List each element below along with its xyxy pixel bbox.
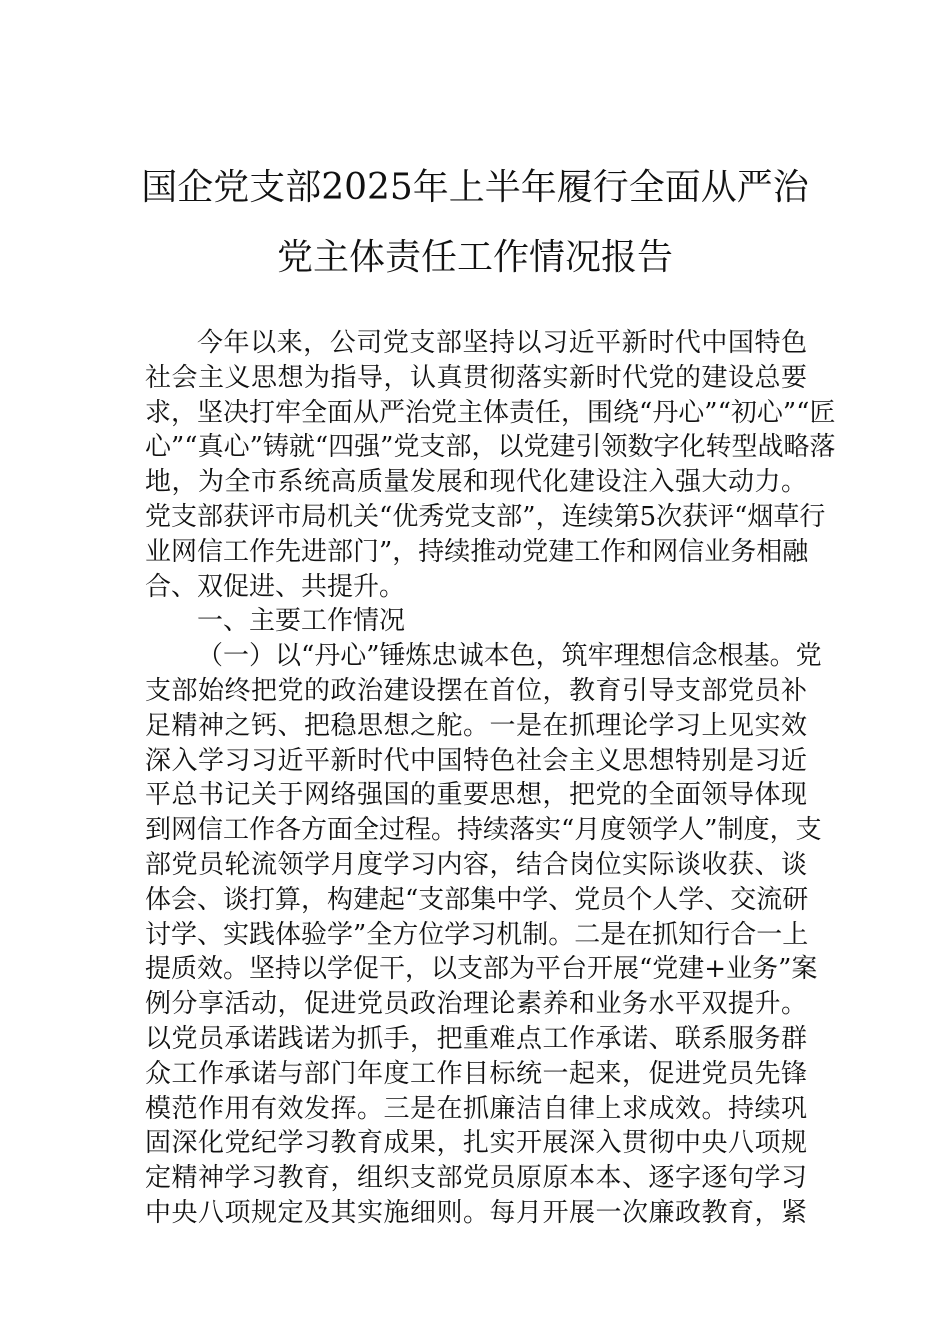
- paragraph-line: 体会、谈打算，构建起“支部集中学、党员个人学、交流研: [145, 884, 809, 915]
- paragraph-line: 平总书记关于网络强国的重要思想，把党的全面领导体现: [145, 780, 807, 811]
- paragraph-line: 支部始终把党的政治建设摆在首位，教育引导支部党员补: [145, 675, 807, 706]
- subsection-heading-line: （一）以“丹心”锤炼忠诚本色，筑牢理想信念根基。党: [197, 641, 822, 672]
- paragraph-line: 社会主义思想为指导，认真贯彻落实新时代党的建设总要: [145, 362, 807, 393]
- paragraph-line: 部党员轮流领学月度学习内容，结合岗位实际谈收获、谈: [145, 849, 807, 880]
- paragraph-line: 地，为全市系统高质量发展和现代化建设注入强大动力。: [145, 467, 807, 498]
- document-title-line-1: 国企党支部2025年上半年履行全面从严治: [141, 167, 809, 208]
- paragraph-line: 到网信工作各方面全过程。持续落实“月度领学人”制度，支: [145, 815, 822, 846]
- paragraph-line: 业网信工作先进部门”，持续推动党建工作和网信业务相融: [145, 536, 809, 567]
- paragraph-line: 求，坚决打牢全面从严治党主体责任，围绕“丹心”“初心”“匠: [145, 397, 836, 428]
- paragraph-line: 例分享活动，促进党员政治理论素养和业务水平双提升。: [145, 989, 807, 1020]
- paragraph-line: 心”“真心”铸就“四强”党支部，以党建引领数字化转型战略落: [145, 432, 836, 463]
- paragraph-line: 以党员承诺践诺为抓手，把重难点工作承诺、联系服务群: [145, 1023, 807, 1054]
- paragraph-line: 足精神之钙、把稳思想之舵。一是在抓理论学习上见实效: [145, 710, 807, 741]
- section-heading: 一、主要工作情况: [197, 606, 406, 637]
- paragraph-line: 提质效。坚持以学促干，以支部为平台开展“党建+业务”案: [145, 954, 818, 985]
- paragraph-line: 党支部获评市局机关“优秀党支部”，连续第5次获评“烟草行: [145, 501, 826, 532]
- paragraph-line: 深入学习习近平新时代中国特色社会主义思想特别是习近: [145, 745, 807, 776]
- paragraph-line: 合、双促进、共提升。: [145, 571, 406, 602]
- document-body: [145, 326, 836, 1231]
- paragraph-line: 固深化党纪学习教育成果，扎实开展深入贯彻中央八项规: [145, 1128, 807, 1159]
- paragraph-line: 中央八项规定及其实施细则。每月开展一次廉政教育，紧: [145, 1197, 807, 1228]
- paragraph-line: 模范作用有效发挥。三是在抓廉洁自律上求成效。持续巩: [145, 1093, 807, 1124]
- paragraph-line: 定精神学习教育，组织支部党员原原本本、逐字逐句学习: [145, 1163, 807, 1194]
- paragraph-line: 众工作承诺与部门年度工作目标统一起来，促进党员先锋: [145, 1058, 807, 1089]
- paragraph-line: 今年以来，公司党支部坚持以习近平新时代中国特色: [197, 328, 807, 358]
- paragraph-line: 讨学、实践体验学”全方位学习机制。二是在抓知行合一上: [145, 919, 809, 950]
- document-title-line-2: 党主体责任工作情况报告: [276, 237, 673, 278]
